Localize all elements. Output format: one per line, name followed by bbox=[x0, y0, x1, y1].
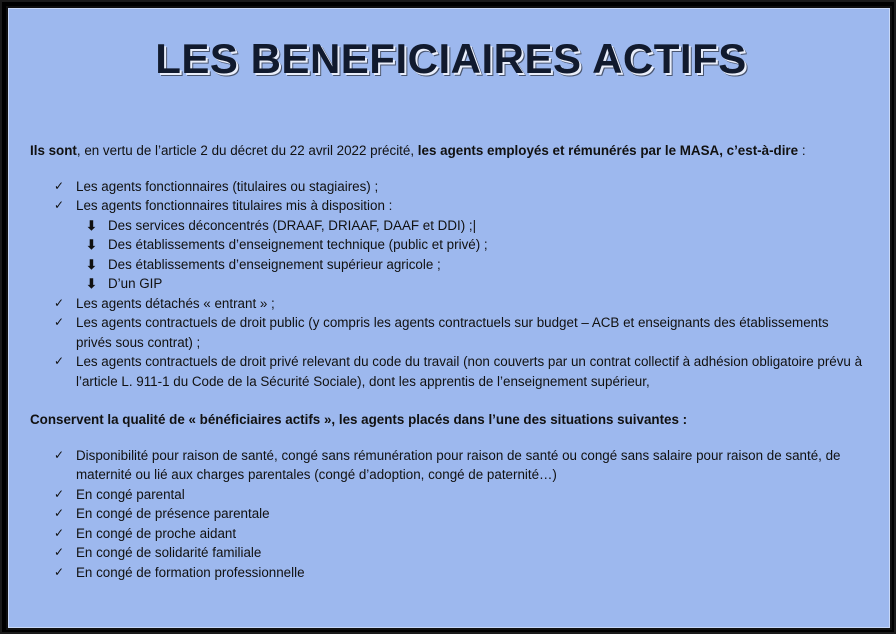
list-item-text: En congé de présence parentale bbox=[76, 506, 270, 521]
list-item bbox=[54, 485, 866, 505]
intro-bold-1: Ils sont bbox=[30, 143, 77, 158]
sub-list-item-text: Des établissements d’enseignement supérieur agricole ; bbox=[108, 256, 441, 272]
sub-list-item-text: Des établissements d’enseignement technique (public et privé) ; bbox=[108, 237, 488, 252]
sub-list-item bbox=[86, 255, 866, 275]
content-body bbox=[30, 141, 866, 582]
sub-list-item bbox=[86, 274, 866, 294]
list-item bbox=[54, 504, 866, 524]
list-item bbox=[54, 294, 866, 314]
section-heading: Conservent la qualité de « bénéficiaires actifs », les agents placés dans l’une des situations suivantes : bbox=[30, 412, 688, 427]
check-icon: ✓ bbox=[54, 545, 65, 559]
list-item-text: Disponibilité pour raison de santé, congé sans rémunération pour raison de santé ou congé sans salaire pour raison de santé, de maternité ou lié aux charges parentales (congé d’adoption, congé de paternité…) bbox=[76, 447, 841, 482]
check-icon: ✓ bbox=[54, 354, 65, 368]
sub-list-item bbox=[86, 235, 866, 255]
page-title: LES BENEFICIAIRES ACTIFS bbox=[155, 35, 747, 82]
sub-list-item-text: Des services déconcentrés (DRAAF, DRIAAF, DAAF et DDI) ;| bbox=[108, 217, 477, 233]
list-item bbox=[54, 524, 866, 544]
sub-list bbox=[76, 216, 866, 294]
check-icon: ✓ bbox=[54, 506, 65, 520]
intro-text-1: , en vertu de l’article 2 du décret du 22 avril 2022 précité, bbox=[76, 143, 418, 158]
check-icon: ✓ bbox=[54, 315, 65, 329]
check-icon: ✓ bbox=[54, 198, 65, 212]
list-item bbox=[54, 543, 866, 563]
list-item-text: En congé de proche aidant bbox=[76, 525, 237, 541]
down-arrow-icon: ⬇ bbox=[86, 217, 97, 233]
list-item-text: En congé parental bbox=[76, 486, 185, 502]
down-arrow-icon: ⬇ bbox=[86, 237, 97, 252]
list-item bbox=[54, 196, 866, 294]
list-item-text: Les agents fonctionnaires titulaires mis à disposition : bbox=[76, 198, 393, 213]
intro-bold-2: les agents employés et rémunérés par le MASA, c’est-à-dire bbox=[417, 143, 799, 158]
intro-text-2: : bbox=[798, 143, 806, 158]
check-icon: ✓ bbox=[54, 486, 65, 501]
check-icon: ✓ bbox=[54, 295, 65, 310]
list-item bbox=[54, 352, 866, 391]
list-item bbox=[54, 177, 866, 197]
list-item-text: Les agents fonctionnaires (titulaires ou stagiaires) ; bbox=[76, 178, 379, 194]
check-icon: ✓ bbox=[54, 564, 65, 579]
list-item-text: En congé de solidarité familiale bbox=[76, 545, 262, 560]
list-item-text: En congé de formation professionnelle bbox=[76, 564, 305, 580]
list-item bbox=[54, 446, 866, 485]
intro-paragraph bbox=[30, 141, 866, 161]
list-item-text: Les agents contractuels de droit public (y compris les agents contractuels sur budget – ACB et enseignants des établissements privés sous contrat) ; bbox=[76, 315, 829, 350]
check-icon: ✓ bbox=[54, 525, 65, 540]
list-item-text: Les agents détachés « entrant » ; bbox=[76, 295, 275, 311]
list-item bbox=[54, 313, 866, 352]
sub-list-item-text: D’un GIP bbox=[108, 276, 163, 291]
check-icon: ✓ bbox=[54, 447, 65, 462]
down-arrow-icon: ⬇ bbox=[86, 276, 97, 291]
slide-panel bbox=[6, 6, 892, 630]
list-item bbox=[54, 563, 866, 583]
list-item-text: Les agents contractuels de droit privé relevant du code du travail (non couverts par un contrat collectif à adhésion obligatoire prévu à l’article L. 911-1 du Code de la Sécurité Sociale), dont les apprentis de l’enseignement supérieur, bbox=[76, 354, 863, 389]
beneficiaries-list bbox=[30, 177, 866, 392]
sub-list-item bbox=[86, 216, 866, 236]
situations-list bbox=[30, 446, 866, 583]
check-icon: ✓ bbox=[54, 178, 65, 193]
down-arrow-icon: ⬇ bbox=[86, 256, 97, 272]
